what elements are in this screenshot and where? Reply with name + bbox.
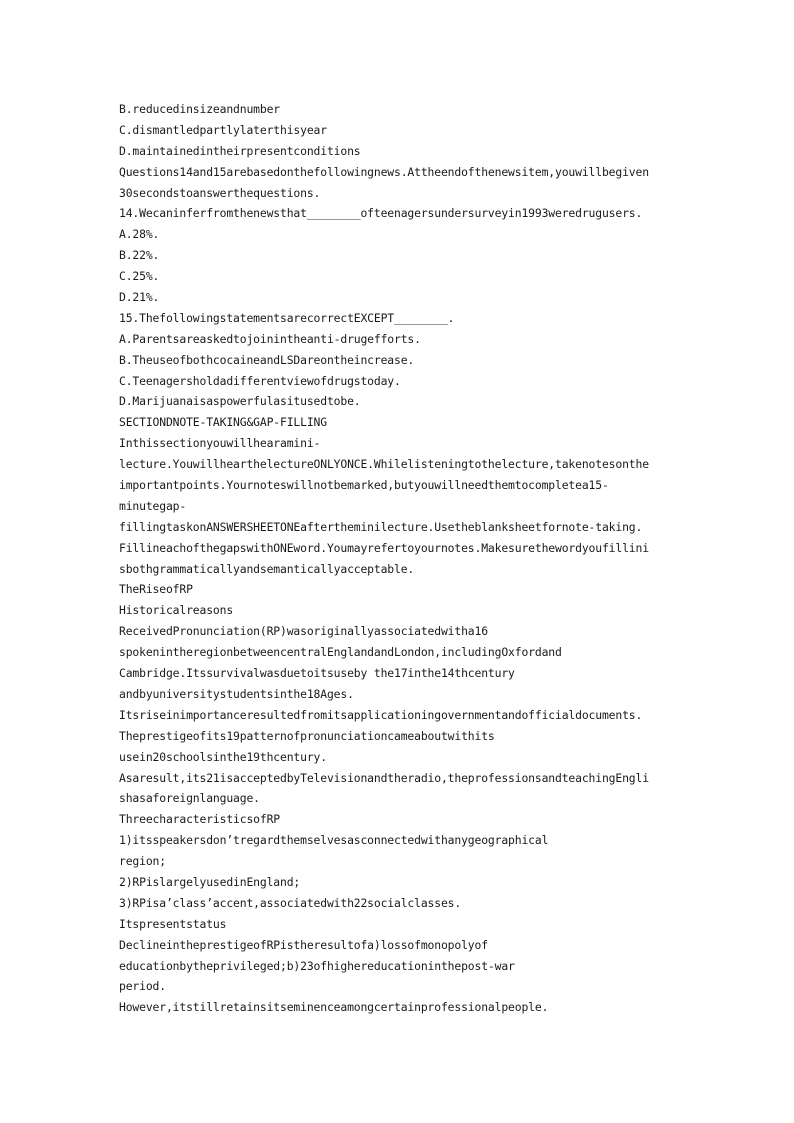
text-line: 15.ThefollowingstatementsarecorrectEXCEPT________. <box>119 310 455 325</box>
text-line: minutegap- <box>119 498 187 513</box>
text-line: ThreecharacteristicsofRP <box>119 812 280 827</box>
text-line: D.Marijuanaisaspowerfulasitusedtobe. <box>119 394 361 409</box>
text-line: importantpoints.Yournoteswillnotbemarked,butyouwillneedthemtocompletea15- <box>119 478 609 493</box>
text-line: Cambridge.Itssurvivalwasduetoitsuseby the17inthe14thcentury <box>119 666 515 681</box>
text-line: A.Parentsareaskedtojoinintheanti-drugefforts. <box>119 331 421 346</box>
text-line: FillineachofthegapswithONEword.Youmayrefertoyournotes.Makesurethewordyoufillini <box>119 540 649 555</box>
text-line: andbyuniversitystudentsinthe18Ages. <box>119 686 354 701</box>
text-line: 30secondstoanswerthequestions. <box>119 185 321 200</box>
text-line: D.21%. <box>119 290 160 305</box>
text-line: period. <box>119 979 166 994</box>
text-line: educationbytheprivileged;b)23ofhighereducationinthepost-war <box>119 958 515 973</box>
text-line: shasaforeignlanguage. <box>119 791 260 806</box>
text-line: C.25%. <box>119 269 160 284</box>
text-line: Historicalreasons <box>119 603 234 618</box>
text-line: Asaresult,its21isacceptedbyTelevisionandtheradio,theprofessionsandteachingEngli <box>119 770 649 785</box>
text-line: B.22%. <box>119 248 160 263</box>
text-line: 1)itsspeakersdon’tregardthemselvesasconnectedwithanygeographical <box>119 833 549 848</box>
text-line: However,itstillretainsitseminenceamongcertainprofessionalpeople. <box>119 1000 549 1015</box>
text-line: usein20schoolsinthe19thcentury. <box>119 749 327 764</box>
text-line: A.28%. <box>119 227 160 242</box>
text-line: Theprestigeofits19patternofpronunciationcameaboutwithits <box>119 728 495 743</box>
text-line: Itspresentstatus <box>119 916 227 931</box>
text-line: D.maintainedintheirpresentconditions <box>119 143 361 158</box>
text-line: 2)RPislargelyusedinEngland; <box>119 874 301 889</box>
text-line: 14.Wecaninferfromthenewsthat________ofteenagersundersurveyin1993weredrugusers. <box>119 206 643 221</box>
text-line: sbothgrammaticallyandsemanticallyacceptable. <box>119 561 415 576</box>
text-line: SECTIONDNOTE-TAKING&GAP-FILLING <box>119 415 327 430</box>
text-line: 3)RPisa’class’accent,associatedwith22socialclasses. <box>119 895 462 910</box>
text-line: Itsriseinimportanceresultedfromitsapplicationingovernmentandofficialdocuments. <box>119 707 643 722</box>
text-line: Questions14and15arebasedonthefollowingnews.Attheendofthenewsitem,youwillbegiven <box>119 164 649 179</box>
text-line: C.Teenagersholdadifferentviewofdrugstoday. <box>119 373 401 388</box>
text-line: B.TheuseofbothcocaineandLSDareontheincrease. <box>119 352 415 367</box>
text-line: region; <box>119 854 166 869</box>
text-line: fillingtaskonANSWERSHEETONEaftertheminilecture.Usetheblanksheetfornote-taking. <box>119 519 643 534</box>
text-line: Inthissectionyouwillhearamini- <box>119 436 321 451</box>
text-line: DeclineintheprestigeofRPistheresultofa)lossofmonopolyof <box>119 937 488 952</box>
text-line: B.reducedinsizeandnumber <box>119 102 280 116</box>
text-line: C.dismantledpartlylaterthisyear <box>119 122 327 137</box>
text-line: spokenintheregionbetweencentralEnglandandLondon,includingOxfordand <box>119 645 562 660</box>
text-line: lecture.YouwillhearthelectureONLYONCE.Whilelisteningtothelecture,takenotesonthe <box>119 457 649 472</box>
document-body <box>119 99 679 1018</box>
text-line: ReceivedPronunciation(RP)wasoriginallyassociatedwitha16 <box>119 624 488 639</box>
text-line: TheRiseofRP <box>119 582 193 597</box>
